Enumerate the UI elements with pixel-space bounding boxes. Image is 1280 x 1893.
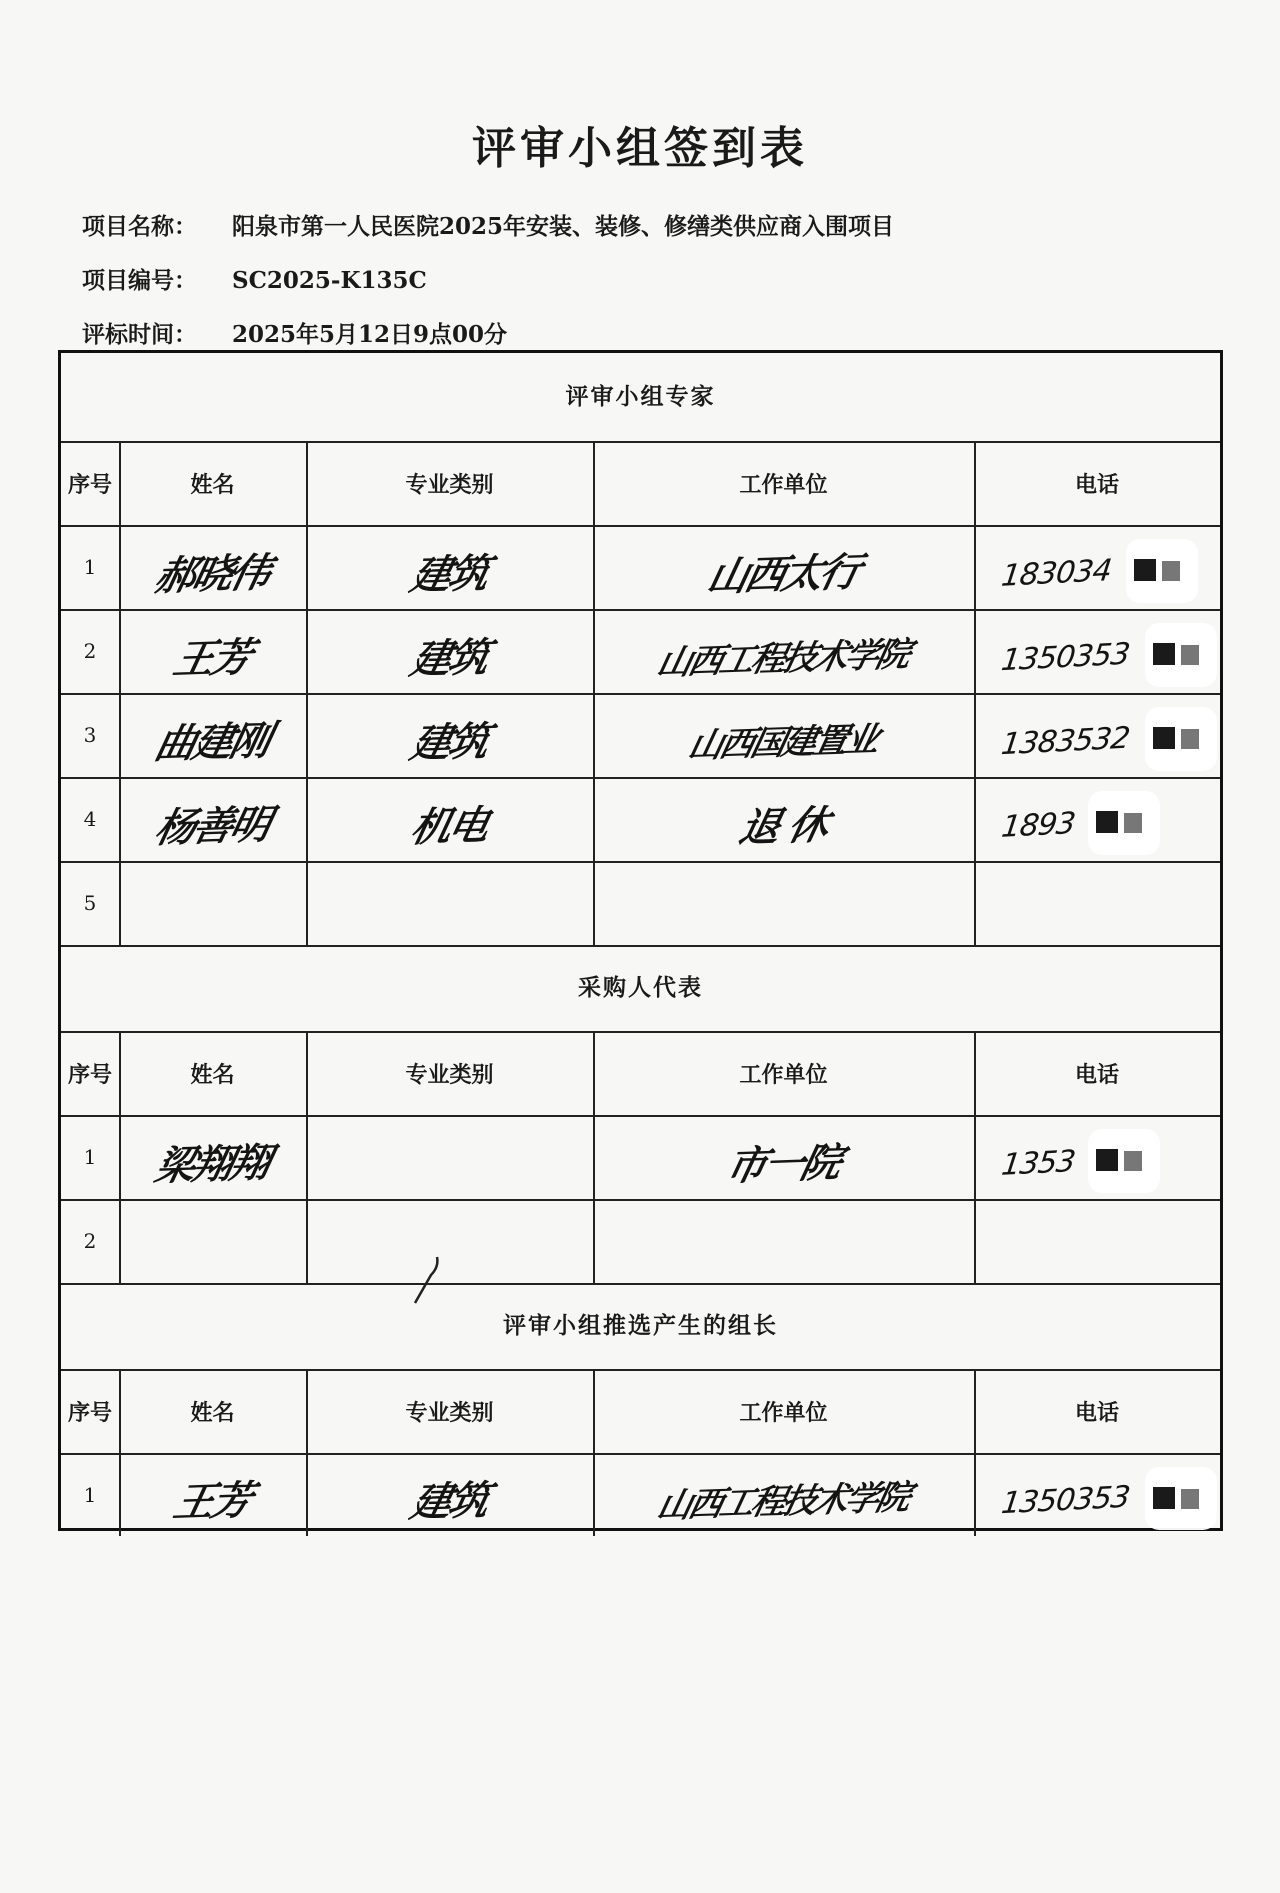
phone-redaction <box>1153 1487 1175 1509</box>
column-header: 姓名 <box>190 1399 235 1426</box>
project-name-label: 项目名称： <box>82 213 197 240</box>
row-line <box>61 1115 1220 1117</box>
column-line <box>306 1031 308 1283</box>
project-name-value: 阳泉市第一人民医院2025年安装、装修、修缮类供应商入围项目 <box>232 213 895 240</box>
section-title: 采购人代表 <box>578 974 703 1001</box>
column-line <box>306 441 308 945</box>
handwritten-category <box>296 860 603 954</box>
phone-redaction <box>1096 811 1118 833</box>
column-line <box>119 1369 121 1536</box>
phone-redaction <box>1162 561 1180 581</box>
column-header: 专业类别 <box>405 471 494 498</box>
row-line <box>61 525 1220 527</box>
column-line <box>119 441 121 945</box>
column-header: 电话 <box>1074 1399 1119 1426</box>
section-title: 评审小组专家 <box>565 383 716 410</box>
phone-redaction <box>1153 727 1175 749</box>
column-header: 序号 <box>67 1061 112 1088</box>
column-line <box>974 1369 976 1536</box>
section-title: 评审小组推选产生的组长 <box>503 1312 778 1339</box>
column-header: 工作单位 <box>739 1399 828 1426</box>
column-header: 专业类别 <box>405 1061 494 1088</box>
phone-redaction <box>1134 559 1156 581</box>
document-title: 评审小组签到表 <box>472 123 808 174</box>
phone-redaction <box>1181 1489 1199 1509</box>
handwritten-name: 梁翔翔 <box>150 1139 273 1190</box>
row-line <box>61 1199 1220 1201</box>
handwritten-phone: 1353 <box>999 1143 1077 1183</box>
project-name-line <box>82 208 894 241</box>
handwritten-category: 建筑 <box>406 718 491 767</box>
column-header: 姓名 <box>190 471 235 498</box>
handwritten-category: 机电 <box>406 802 491 851</box>
phone-redaction <box>1096 1149 1118 1171</box>
handwritten-name: 王芳 <box>169 634 254 683</box>
row-number: 1 <box>83 1482 97 1507</box>
stray-pen-mark <box>409 1253 449 1313</box>
handwritten-unit <box>582 858 984 955</box>
phone-redaction <box>1124 813 1142 833</box>
column-header: 姓名 <box>190 1061 235 1088</box>
handwritten-phone: 1383532 <box>999 720 1132 762</box>
handwritten-unit: 山西工程技术学院 <box>653 1477 913 1527</box>
column-line <box>593 1369 595 1536</box>
row-line <box>61 777 1220 779</box>
column-line <box>306 1369 308 1536</box>
handwritten-phone: 183034 <box>999 552 1114 594</box>
handwritten-name: 王芳 <box>169 1477 254 1527</box>
column-line <box>593 441 595 945</box>
handwritten-unit: 退 休 <box>735 802 831 851</box>
handwritten-phone: 1350353 <box>999 1479 1132 1522</box>
phone-redaction <box>1124 1151 1142 1171</box>
handwritten-unit: 山西太行 <box>703 548 863 601</box>
handwritten-unit: 市一院 <box>721 1139 844 1190</box>
handwritten-category <box>296 1114 603 1208</box>
handwritten-name: 曲建刚 <box>150 717 273 768</box>
handwritten-category: 建筑 <box>406 634 491 683</box>
handwritten-name: 杨善明 <box>150 801 273 852</box>
phone-redaction <box>1181 645 1199 665</box>
column-line <box>119 1031 121 1283</box>
phone-redaction <box>1181 729 1199 749</box>
review-time-line <box>82 316 507 349</box>
handwritten-name <box>109 1200 316 1290</box>
review-time-label: 评标时间： <box>82 321 197 348</box>
row-number: 4 <box>83 807 97 831</box>
row-number: 1 <box>83 555 97 579</box>
column-header: 序号 <box>67 471 112 498</box>
handwritten-category: 建筑 <box>406 1477 491 1527</box>
row-line <box>61 1453 1220 1455</box>
column-header: 序号 <box>67 1399 112 1426</box>
row-number: 5 <box>83 891 97 915</box>
handwritten-unit <box>582 1196 984 1293</box>
handwritten-unit: 山西工程技术学院 <box>653 634 913 683</box>
project-number-value: SC2025-K135C <box>232 267 427 294</box>
row-line <box>61 609 1220 611</box>
handwritten-name: 郝晓伟 <box>150 549 273 600</box>
handwritten-phone <box>997 1205 1007 1289</box>
column-line <box>974 441 976 945</box>
column-header: 电话 <box>1074 1061 1119 1088</box>
column-header: 专业类别 <box>405 1399 494 1426</box>
phone-redaction <box>1153 643 1175 665</box>
column-header: 电话 <box>1074 471 1119 498</box>
handwritten-category <box>296 1198 603 1292</box>
project-number-label: 项目编号： <box>82 267 197 294</box>
row-number: 2 <box>83 1229 97 1253</box>
handwritten-unit: 山西国建置业 <box>684 719 881 766</box>
row-number: 2 <box>83 639 97 663</box>
row-line <box>61 693 1220 695</box>
column-header: 工作单位 <box>739 471 828 498</box>
handwritten-phone: 1893 <box>999 805 1077 845</box>
sign-in-table <box>58 350 1223 1531</box>
row-number: 3 <box>83 723 97 747</box>
project-number-line <box>82 262 427 295</box>
review-time-value: 2025年5月12日9点00分 <box>232 321 508 348</box>
handwritten-category: 建筑 <box>406 550 491 599</box>
row-number: 1 <box>83 1145 97 1169</box>
handwritten-name <box>109 862 316 952</box>
column-line <box>593 1031 595 1283</box>
column-line <box>974 1031 976 1283</box>
handwritten-phone <box>997 867 1007 951</box>
handwritten-phone: 1350353 <box>999 636 1132 678</box>
column-header: 工作单位 <box>739 1061 828 1088</box>
row-line <box>61 861 1220 863</box>
